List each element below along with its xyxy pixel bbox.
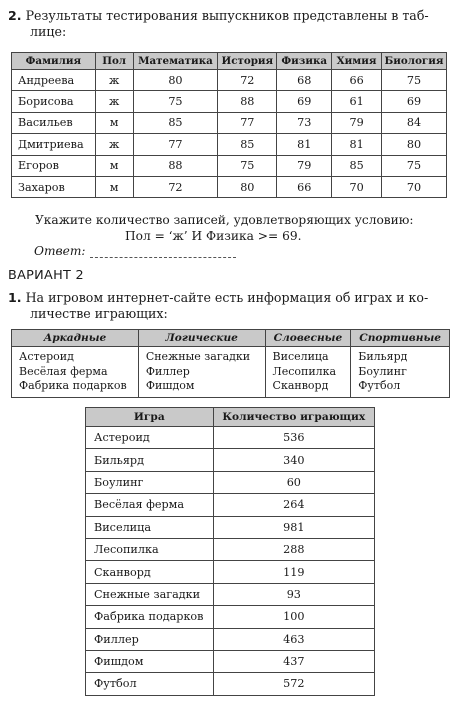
table-row [12,176,447,197]
surname-cell: Борисова [12,91,96,112]
list-item: Бильярд [358,350,408,363]
game-categories-table [11,329,450,398]
task1-number: 1. [8,290,22,305]
list-item: Фабрика подарков [19,379,127,392]
table-row [12,134,447,155]
category-cell [265,347,351,398]
score-cell: 80 [218,176,277,197]
game-name-cell: Лесопилка [86,538,214,560]
score-cell: 81 [277,134,332,155]
game-name-cell: Фабрика подарков [86,606,214,628]
score-cell: 77 [133,134,218,155]
score-cell: 75 [133,91,218,112]
list-item: Весёлая ферма [19,364,108,378]
surname-cell: Андреева [12,70,96,91]
game-name-cell: Филлер [86,628,214,650]
score-cell: 88 [218,91,277,112]
list-item: Боулинг [358,364,407,378]
categories-row [12,347,450,398]
score-cell: 81 [332,134,382,155]
score-cell: 66 [277,176,332,197]
score-cell: 72 [133,176,218,197]
player-count-cell: 264 [213,494,374,516]
task1-text-line2: личестве играющих: [30,306,168,321]
header-cell: Спортивные [351,330,450,347]
task2-number: 2. [8,8,22,23]
gender-cell: ж [95,134,133,155]
task2-text-line2: лице: [30,24,67,39]
table-row [86,628,375,650]
score-cell: 73 [277,112,332,133]
list-item: Снежные загадки [145,350,251,363]
gender-cell: м [95,112,133,133]
game-name-cell: Весёлая ферма [86,494,214,516]
answer-blank-line[interactable] [90,257,236,258]
table-row [12,91,447,112]
variant-heading: ВАРИАНТ 2 [8,268,84,283]
list-item: Фишдом [145,379,195,392]
game-name-cell: Виселица [86,516,214,538]
player-count-cell: 981 [213,516,374,538]
table-row [12,155,447,176]
results-table-header [12,53,447,70]
game-name-cell: Снежные загадки [86,583,214,605]
player-count-cell: 93 [213,583,374,605]
header-cell: Логические [138,330,265,347]
list-item: Сканворд [272,379,329,392]
score-cell: 80 [382,134,447,155]
player-count-cell: 572 [213,673,374,695]
table-row [86,494,375,516]
score-cell: 84 [382,112,447,133]
gender-cell: м [95,176,133,197]
score-cell: 75 [218,155,277,176]
surname-cell: Захаров [12,176,96,197]
game-name-cell: Боулинг [86,471,214,493]
header-cell: Аркадные [12,330,139,347]
header-cell: Игра [86,408,214,427]
category-cell [351,347,450,398]
player-count-cell: 437 [213,650,374,672]
header-cell: Количество играющих [213,408,374,427]
surname-cell: Васильев [12,112,96,133]
task2-line1 [8,8,429,24]
games-players-table [85,407,375,696]
score-cell: 70 [382,176,447,197]
score-cell: 85 [218,134,277,155]
table-row [86,650,375,672]
answer-label: Ответ: [34,244,86,258]
gender-cell: ж [95,91,133,112]
score-cell: 70 [332,176,382,197]
game-name-cell: Сканворд [86,561,214,583]
header-cell: Математика [133,53,218,70]
table-row [12,70,447,91]
score-cell: 77 [218,112,277,133]
player-count-cell: 463 [213,628,374,650]
score-cell: 72 [218,70,277,91]
score-cell: 88 [133,155,218,176]
player-count-cell: 288 [213,538,374,560]
category-cell [138,347,265,398]
table-row [86,516,375,538]
player-count-cell: 60 [213,471,374,493]
game-name-cell: Бильярд [86,449,214,471]
table-row [12,112,447,133]
player-count-cell: 100 [213,606,374,628]
list-item: Астероид [19,350,74,363]
list-item: Лесопилка [272,364,337,378]
gender-cell: м [95,155,133,176]
score-cell: 75 [382,155,447,176]
table-row [86,673,375,695]
table-row [86,606,375,628]
condition-line2: Пол = ‘ж’ И Физика >= 69. [125,229,302,243]
score-cell: 79 [277,155,332,176]
score-cell: 66 [332,70,382,91]
header-cell: История [218,53,277,70]
surname-cell: Егоров [12,155,96,176]
category-cell [12,347,139,398]
score-cell: 85 [332,155,382,176]
condition-line1: Укажите количество записей, удовлетворяющих условию: [35,213,414,227]
header-cell: Пол [95,53,133,70]
list-item: Футбол [358,379,401,392]
header-cell: Фамилия [12,53,96,70]
score-cell: 80 [133,70,218,91]
game-name-cell: Фишдом [86,650,214,672]
score-cell: 61 [332,91,382,112]
task1-line1 [8,290,428,306]
score-cell: 69 [382,91,447,112]
table-row [86,427,375,449]
games-table-header [86,408,375,427]
player-count-cell: 536 [213,427,374,449]
header-cell: Биология [382,53,447,70]
score-cell: 75 [382,70,447,91]
results-table [11,52,447,198]
header-cell: Словесные [265,330,351,347]
task1-text-line1: На игровом интернет-сайте есть информация об играх и ко- [25,290,429,305]
header-cell: Химия [332,53,382,70]
table-row [86,561,375,583]
score-cell: 85 [133,112,218,133]
header-cell: Физика [277,53,332,70]
surname-cell: Дмитриева [12,134,96,155]
gender-cell: ж [95,70,133,91]
table-row [86,471,375,493]
list-item: Филлер [145,364,190,378]
score-cell: 69 [277,91,332,112]
table-row [86,538,375,560]
table-row [86,449,375,471]
score-cell: 79 [332,112,382,133]
list-item: Виселица [272,350,329,363]
game-name-cell: Астероид [86,427,214,449]
player-count-cell: 340 [213,449,374,471]
table-row [86,583,375,605]
player-count-cell: 119 [213,561,374,583]
game-name-cell: Футбол [86,673,214,695]
score-cell: 68 [277,70,332,91]
categories-header [12,330,450,347]
task2-text-line1: Результаты тестирования выпускников представлены в таб- [25,8,429,23]
